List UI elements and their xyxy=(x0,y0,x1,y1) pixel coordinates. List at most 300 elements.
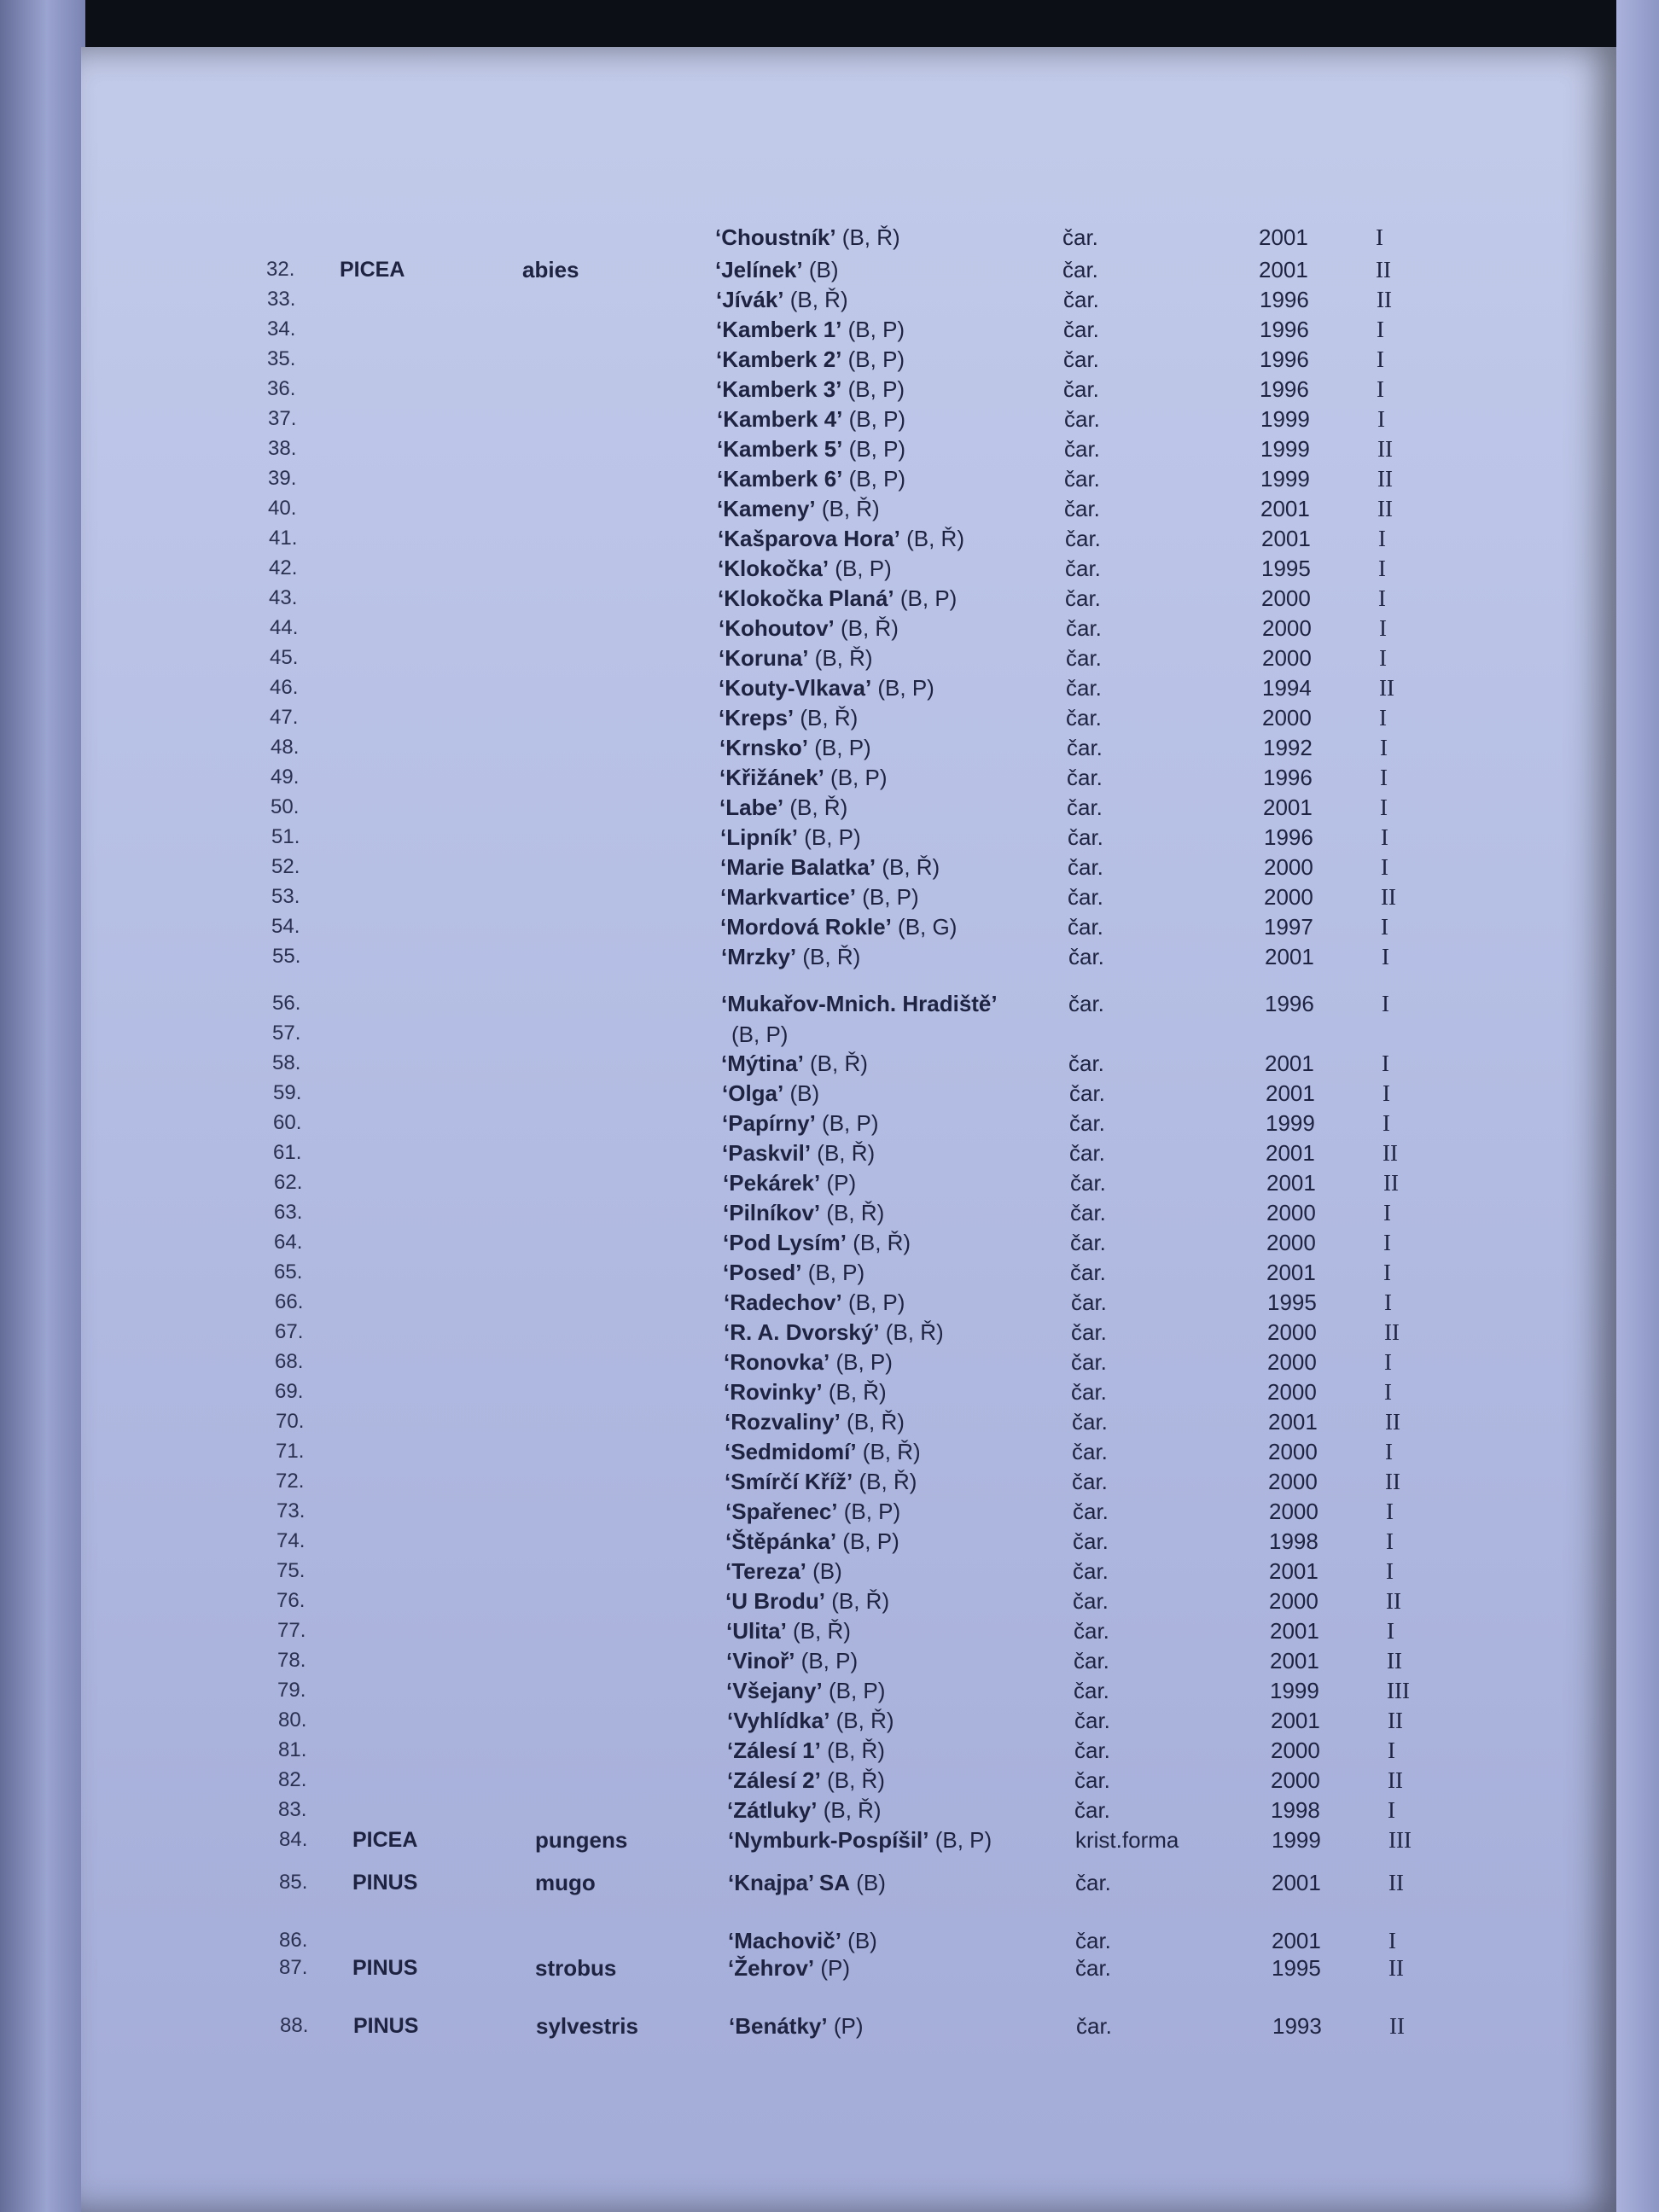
year-value: 1995 xyxy=(1272,1955,1321,1981)
year-value: 2001 xyxy=(1266,1170,1316,1196)
cultivar-type: čar. xyxy=(1072,1469,1108,1494)
class-value: I xyxy=(1385,1439,1393,1464)
cultivar-name: ‘Kouty-Vlkava’ xyxy=(719,675,872,701)
origin-code: (B, Ř) xyxy=(825,1588,890,1614)
row-number: 73. xyxy=(276,1499,306,1522)
table-row xyxy=(3,674,1659,701)
cultivar-type: čar. xyxy=(1068,944,1104,969)
origin-code: (B, Ř) xyxy=(822,1379,887,1405)
row-number: 84. xyxy=(279,1828,308,1851)
cultivar-name-cell xyxy=(728,1869,886,1896)
origin-code: (B) xyxy=(841,1928,877,1953)
table-row xyxy=(4,794,1659,821)
year-value: 2001 xyxy=(1263,795,1313,820)
class-value: II xyxy=(1385,1409,1400,1435)
cultivar-name-cell xyxy=(723,1169,856,1196)
cultivar-name-cell xyxy=(718,585,957,612)
table-row xyxy=(8,1169,1659,1196)
cultivar-name: ‘Lipník’ xyxy=(720,824,798,850)
table-row xyxy=(4,734,1659,761)
class-value: II xyxy=(1379,675,1394,701)
origin-code: (B, Ř) xyxy=(820,1200,885,1225)
cultivar-name: ‘Kamberk 6’ xyxy=(717,466,843,492)
year-value: 2001 xyxy=(1269,1558,1318,1584)
class-value: I xyxy=(1377,376,1384,402)
row-number: 71. xyxy=(276,1440,305,1463)
class-value: I xyxy=(1380,735,1388,760)
origin-code: (B, Ř) xyxy=(815,496,880,521)
row-number: 54. xyxy=(271,915,300,938)
cultivar-type: čar. xyxy=(1064,436,1100,462)
class-value: I xyxy=(1376,224,1383,250)
row-number: 40. xyxy=(268,497,297,520)
row-number: 43. xyxy=(269,586,298,609)
cultivar-name: ‘Kameny’ xyxy=(717,496,816,521)
cultivar-type: čar. xyxy=(1066,645,1102,671)
row-number: 69. xyxy=(275,1380,304,1403)
class-value: I xyxy=(1384,1349,1392,1375)
year-value: 1999 xyxy=(1260,436,1310,462)
cultivar-name: ‘Kamberk 4’ xyxy=(717,406,843,432)
cultivar-type: čar. xyxy=(1063,287,1099,312)
cultivar-name: ‘Kamberk 1’ xyxy=(716,317,842,342)
origin-code: (B, P) xyxy=(808,735,871,760)
table-row xyxy=(11,1677,1659,1704)
table-row xyxy=(5,824,1659,851)
origin-code: (B) xyxy=(783,1080,820,1106)
year-value: 2000 xyxy=(1264,884,1313,910)
cultivar-name-cell xyxy=(716,316,905,343)
cultivar-name-cell xyxy=(719,734,871,761)
cultivar-name: ‘Mýtina’ xyxy=(721,1051,804,1076)
origin-code: (B, Ř) xyxy=(796,944,861,969)
cultivar-type: čar. xyxy=(1074,1678,1109,1703)
year-value: 2000 xyxy=(1267,1349,1317,1375)
year-value: 2001 xyxy=(1260,496,1310,521)
cultivar-name: ‘Rozvaliny’ xyxy=(725,1409,841,1435)
year-value: 1996 xyxy=(1260,376,1309,402)
row-number: 79. xyxy=(277,1679,306,1702)
row-number: 76. xyxy=(276,1589,306,1612)
origin-code: (B, P) xyxy=(841,317,905,342)
class-value: I xyxy=(1380,795,1388,820)
table-row xyxy=(8,1229,1659,1256)
origin-code: (B, Ř) xyxy=(899,526,964,551)
year-value: 2000 xyxy=(1262,645,1312,671)
row-number: 85. xyxy=(279,1871,308,1894)
class-value: I xyxy=(1378,585,1386,611)
year-value: 2001 xyxy=(1271,1708,1320,1733)
origin-code: (P) xyxy=(827,2013,864,2039)
origin-code: (B, P) xyxy=(829,556,892,581)
genus-label: PINUS xyxy=(353,2014,419,2038)
class-value: II xyxy=(1388,1870,1404,1895)
year-value: 1998 xyxy=(1271,1797,1320,1823)
cultivar-name-cell xyxy=(721,990,998,1017)
cultivar-name-cell xyxy=(725,1468,917,1495)
cultivar-name-cell xyxy=(719,674,934,701)
cultivar-name: ‘Spařenec’ xyxy=(725,1499,838,1524)
cultivar-name: ‘Klokočka’ xyxy=(718,556,830,581)
row-number: 61. xyxy=(273,1141,302,1164)
cultivar-name: ‘Kohoutov’ xyxy=(719,615,835,641)
row-number: 81. xyxy=(278,1738,307,1761)
row-number: 82. xyxy=(278,1768,307,1791)
cultivar-name: ‘Křižánek’ xyxy=(719,765,824,790)
table-row xyxy=(13,1869,1659,1896)
cultivar-type: čar. xyxy=(1073,1499,1109,1524)
year-value: 1996 xyxy=(1260,346,1309,372)
cultivar-name-cell xyxy=(716,346,905,373)
cultivar-name-cell xyxy=(726,1647,858,1674)
cultivar-name-cell xyxy=(720,853,940,881)
cultivar-name-cell xyxy=(719,794,847,821)
table-row xyxy=(13,1927,1659,1954)
row-number: 37. xyxy=(268,407,297,430)
table-row xyxy=(6,943,1659,970)
cultivar-type: čar. xyxy=(1068,884,1103,910)
class-value: I xyxy=(1381,914,1388,940)
row-number: 57. xyxy=(272,1022,301,1045)
cultivar-name: ‘Pilníkov’ xyxy=(723,1200,821,1225)
year-value: 2000 xyxy=(1262,615,1312,641)
cultivar-name: ‘Pod Lysím’ xyxy=(723,1230,847,1255)
class-value: II xyxy=(1377,287,1392,312)
class-value: I xyxy=(1388,1738,1395,1763)
cultivar-name: ‘Jelínek’ xyxy=(715,257,803,282)
row-number: 63. xyxy=(274,1201,303,1224)
cultivar-name-cell xyxy=(715,256,839,283)
origin-code: (B, P) xyxy=(815,1110,879,1136)
cultivar-name-cell xyxy=(723,1229,911,1256)
year-value: 2001 xyxy=(1261,526,1311,551)
class-value: I xyxy=(1386,1558,1394,1584)
row-number: 48. xyxy=(271,736,300,759)
row-number: 67. xyxy=(275,1320,304,1343)
year-value: 1999 xyxy=(1266,1110,1315,1136)
cultivar-name-cell xyxy=(718,525,964,552)
year-value: 2001 xyxy=(1259,257,1308,282)
table-row xyxy=(8,1199,1659,1226)
cultivar-type: čar. xyxy=(1071,1379,1107,1405)
cultivar-name: ‘Smírčí Kříž’ xyxy=(725,1469,853,1494)
class-value: I xyxy=(1380,765,1388,790)
cultivar-name: ‘Všejany’ xyxy=(726,1678,823,1703)
year-value: 2000 xyxy=(1267,1319,1317,1345)
year-value: 2000 xyxy=(1271,1767,1320,1793)
cultivar-name-cell xyxy=(721,1050,868,1077)
cultivar-name: ‘Paskvil’ xyxy=(722,1140,812,1166)
class-value: I xyxy=(1379,645,1387,671)
cultivar-type: čar. xyxy=(1064,406,1100,432)
cultivar-name-cell xyxy=(725,1498,900,1525)
cultivar-type: čar. xyxy=(1068,1051,1104,1076)
cultivar-name-cell xyxy=(725,1528,899,1555)
cultivar-type: čar. xyxy=(1072,1409,1108,1435)
cultivar-type: čar. xyxy=(1070,1170,1106,1196)
table-row xyxy=(1,316,1659,343)
class-value: I xyxy=(1384,1379,1392,1405)
class-value: I xyxy=(1377,406,1385,432)
cultivar-type: čar. xyxy=(1070,1230,1106,1255)
class-value: II xyxy=(1377,436,1393,462)
table-row xyxy=(7,1139,1659,1167)
cultivar-type: čar. xyxy=(1065,526,1101,551)
cultivar-type: čar. xyxy=(1062,224,1098,250)
origin-code: (B, P) xyxy=(824,765,888,790)
origin-code: (B) xyxy=(850,1870,886,1895)
row-number: 59. xyxy=(273,1081,302,1104)
row-number: 62. xyxy=(274,1171,303,1194)
cultivar-type: čar. xyxy=(1074,1648,1109,1674)
year-value: 2000 xyxy=(1266,1230,1316,1255)
table-row xyxy=(2,465,1659,492)
species-label: sylvestris xyxy=(536,2013,638,2039)
year-value: 2000 xyxy=(1266,1200,1316,1225)
cultivar-type: čar. xyxy=(1070,1260,1106,1285)
species-label: pungens xyxy=(535,1827,628,1853)
cultivar-name-cell xyxy=(727,1707,894,1734)
cultivar-type: čar. xyxy=(1069,1140,1105,1166)
class-value: II xyxy=(1376,257,1391,282)
species-label: strobus xyxy=(535,1955,617,1981)
class-value: II xyxy=(1381,884,1396,910)
cultivar-type: čar. xyxy=(1075,1955,1111,1981)
table-row xyxy=(9,1378,1659,1406)
row-number: 42. xyxy=(269,556,298,579)
cultivar-name-cell xyxy=(718,555,892,582)
cultivar-name: ‘R. A. Dvorský’ xyxy=(724,1319,880,1345)
cultivar-name: ‘Machovič’ xyxy=(728,1928,841,1953)
origin-code: (P) xyxy=(820,1170,857,1196)
cultivar-name-cell xyxy=(716,375,905,403)
year-value: 2000 xyxy=(1262,705,1312,731)
origin-code: (B, P) xyxy=(841,346,905,372)
cultivar-type: čar. xyxy=(1073,1588,1109,1614)
class-value: I xyxy=(1386,1528,1394,1554)
year-value: 2001 xyxy=(1272,1928,1321,1953)
cultivar-name-cell xyxy=(722,1080,819,1107)
table-row xyxy=(8,1259,1659,1286)
class-value: I xyxy=(1377,317,1384,342)
origin-code: (B) xyxy=(806,1558,842,1584)
cultivar-name-cell xyxy=(725,1587,889,1615)
table-row xyxy=(3,644,1659,672)
cultivar-name-cell xyxy=(717,495,880,522)
origin-code: (B, G) xyxy=(891,914,958,940)
year-value: 2000 xyxy=(1268,1439,1318,1464)
species-label: abies xyxy=(522,257,579,282)
cultivar-name-cell xyxy=(721,943,860,970)
year-value: 1993 xyxy=(1272,2013,1322,2039)
cultivar-name: ‘Marie Balatka’ xyxy=(720,854,876,880)
cultivar-name-cell xyxy=(720,824,861,851)
cultivar-name-cell xyxy=(726,1617,851,1644)
origin-code: (B, P) xyxy=(928,1827,992,1853)
cultivar-name: ‘Žehrov’ xyxy=(728,1955,815,1981)
cultivar-name: ‘Ronovka’ xyxy=(724,1349,830,1375)
year-value: 2001 xyxy=(1265,1051,1314,1076)
row-number: 74. xyxy=(276,1529,306,1552)
cultivar-name: ‘U Brodu’ xyxy=(725,1588,825,1614)
cultivar-type: čar. xyxy=(1074,1738,1110,1763)
cultivar-type: čar. xyxy=(1066,675,1102,701)
cultivar-type: čar. xyxy=(1067,765,1103,790)
cultivar-name: ‘Štěpánka’ xyxy=(725,1528,837,1554)
row-number: 52. xyxy=(271,855,300,878)
class-value: I xyxy=(1377,346,1384,372)
cultivar-type: čar. xyxy=(1074,1797,1110,1823)
cultivar-name: ‘Kreps’ xyxy=(719,705,795,731)
row-number: 78. xyxy=(277,1649,306,1672)
genus-label: PINUS xyxy=(352,1956,418,1980)
row-number: 39. xyxy=(268,467,297,490)
table-row xyxy=(6,1050,1659,1077)
class-value: III xyxy=(1387,1678,1410,1703)
cultivar-name-cell xyxy=(725,1557,842,1585)
table-row xyxy=(1,286,1659,313)
table-row xyxy=(5,883,1659,911)
origin-code: (B, Ř) xyxy=(840,1409,905,1435)
cultivar-name-cell xyxy=(720,913,957,940)
origin-code: (B, Ř) xyxy=(786,1618,851,1644)
cultivar-name: ‘Kamberk 5’ xyxy=(717,436,843,462)
origin-code: (P) xyxy=(814,1955,851,1981)
origin-code: (B, P) xyxy=(801,1260,865,1285)
genus-label: PINUS xyxy=(352,1871,418,1895)
cultivar-name-cell xyxy=(719,614,899,642)
class-value: I xyxy=(1382,991,1389,1016)
cultivar-name: ‘Knajpa’ SA xyxy=(728,1870,851,1895)
class-value: I xyxy=(1378,556,1386,581)
row-number: 77. xyxy=(277,1619,306,1642)
class-value: I xyxy=(1383,1230,1391,1255)
table-row xyxy=(6,1020,1659,1047)
table-row xyxy=(11,1647,1659,1674)
class-value: I xyxy=(1383,1200,1391,1225)
table-row xyxy=(3,555,1659,582)
cultivar-type: čar. xyxy=(1064,466,1100,492)
cultivar-type: čar. xyxy=(1063,317,1099,342)
class-value: I xyxy=(1388,1928,1396,1953)
table-row xyxy=(2,405,1659,433)
class-value: I xyxy=(1382,1110,1390,1136)
origin-code: (B, Ř) xyxy=(879,1319,944,1345)
cultivar-name-cell xyxy=(723,1259,864,1286)
cultivar-type: čar. xyxy=(1069,1080,1105,1106)
table-row xyxy=(9,1348,1659,1376)
class-value: I xyxy=(1384,1289,1392,1315)
origin-code: (B, P) xyxy=(795,1648,859,1674)
class-value: I xyxy=(1387,1618,1394,1644)
cultivar-type: čar. xyxy=(1066,705,1102,731)
table-row xyxy=(9,1318,1659,1346)
origin-code: (B, Ř) xyxy=(783,795,848,820)
table-row xyxy=(4,764,1659,791)
cultivar-name-cell xyxy=(722,1109,879,1137)
table-row xyxy=(12,1796,1659,1824)
class-value: II xyxy=(1377,466,1393,492)
class-value: I xyxy=(1382,1051,1389,1076)
cultivar-name: ‘Labe’ xyxy=(719,795,784,820)
cultivar-type: čar. xyxy=(1066,615,1102,641)
row-number: 44. xyxy=(270,616,299,639)
genus-label: PICEA xyxy=(352,1828,418,1852)
cultivar-name: ‘Nymburk-Pospíšil’ xyxy=(728,1827,929,1853)
cultivar-type: čar. xyxy=(1062,257,1098,282)
origin-code: (B, P) xyxy=(842,436,906,462)
class-value: I xyxy=(1386,1499,1394,1524)
cultivar-type: čar. xyxy=(1065,556,1101,581)
class-value: I xyxy=(1382,1080,1390,1106)
year-value: 2001 xyxy=(1272,1870,1321,1895)
year-value: 1999 xyxy=(1260,466,1310,492)
cultivar-name-cell xyxy=(724,1318,944,1346)
cultivar-type: krist.forma xyxy=(1075,1827,1179,1853)
table-row xyxy=(12,1707,1659,1734)
origin-code: (B, P) xyxy=(855,884,919,910)
cultivar-name-cell xyxy=(726,1677,885,1704)
row-number: 41. xyxy=(269,527,298,550)
origin-code: (B, Ř) xyxy=(808,645,873,671)
row-number: 45. xyxy=(270,646,299,669)
origin-code: (B, P) xyxy=(836,1528,899,1554)
year-value: 2000 xyxy=(1271,1738,1320,1763)
year-value: 1999 xyxy=(1272,1827,1321,1853)
cultivar-type: čar. xyxy=(1068,854,1103,880)
class-value: II xyxy=(1389,2013,1405,2039)
cultivar-name-cell xyxy=(722,1139,875,1167)
class-value: II xyxy=(1385,1469,1400,1494)
row-number: 35. xyxy=(267,347,296,370)
class-value: I xyxy=(1382,944,1389,969)
row-number: 70. xyxy=(276,1410,305,1433)
year-value: 2001 xyxy=(1266,1080,1315,1106)
cultivar-name: ‘Kamberk 2’ xyxy=(716,346,842,372)
cultivar-name-cell xyxy=(725,1438,921,1465)
year-value: 1997 xyxy=(1264,914,1313,940)
cultivar-name-cell xyxy=(727,1796,882,1824)
table-row xyxy=(3,585,1659,612)
class-value: I xyxy=(1379,615,1387,641)
year-value: 1996 xyxy=(1260,287,1309,312)
cultivar-type: čar. xyxy=(1075,1870,1111,1895)
row-number: 53. xyxy=(271,885,300,908)
year-value: 1992 xyxy=(1263,735,1313,760)
row-number: 80. xyxy=(278,1708,307,1732)
cultivar-type: čar. xyxy=(1067,735,1103,760)
origin-code: (B, P) xyxy=(894,585,958,611)
cultivar-type: čar. xyxy=(1069,1110,1105,1136)
cultivar-type: čar. xyxy=(1068,991,1104,1016)
origin-code: (B, Ř) xyxy=(834,615,899,641)
class-value: II xyxy=(1384,1319,1400,1345)
cultivar-type: čar. xyxy=(1068,914,1103,940)
cultivar-type: čar. xyxy=(1071,1289,1107,1315)
cultivar-type: čar. xyxy=(1065,585,1101,611)
row-number: 33. xyxy=(267,288,296,311)
row-number: 36. xyxy=(267,377,296,400)
year-value: 2000 xyxy=(1267,1379,1317,1405)
year-value: 2000 xyxy=(1269,1588,1318,1614)
cultivar-name: ‘Kamberk 3’ xyxy=(716,376,842,402)
year-value: 2000 xyxy=(1264,854,1313,880)
cultivar-type: čar. xyxy=(1072,1439,1108,1464)
row-number: 51. xyxy=(271,825,300,848)
row-number: 88. xyxy=(280,2014,309,2037)
row-number: 38. xyxy=(268,437,297,460)
class-value: II xyxy=(1382,1140,1398,1166)
